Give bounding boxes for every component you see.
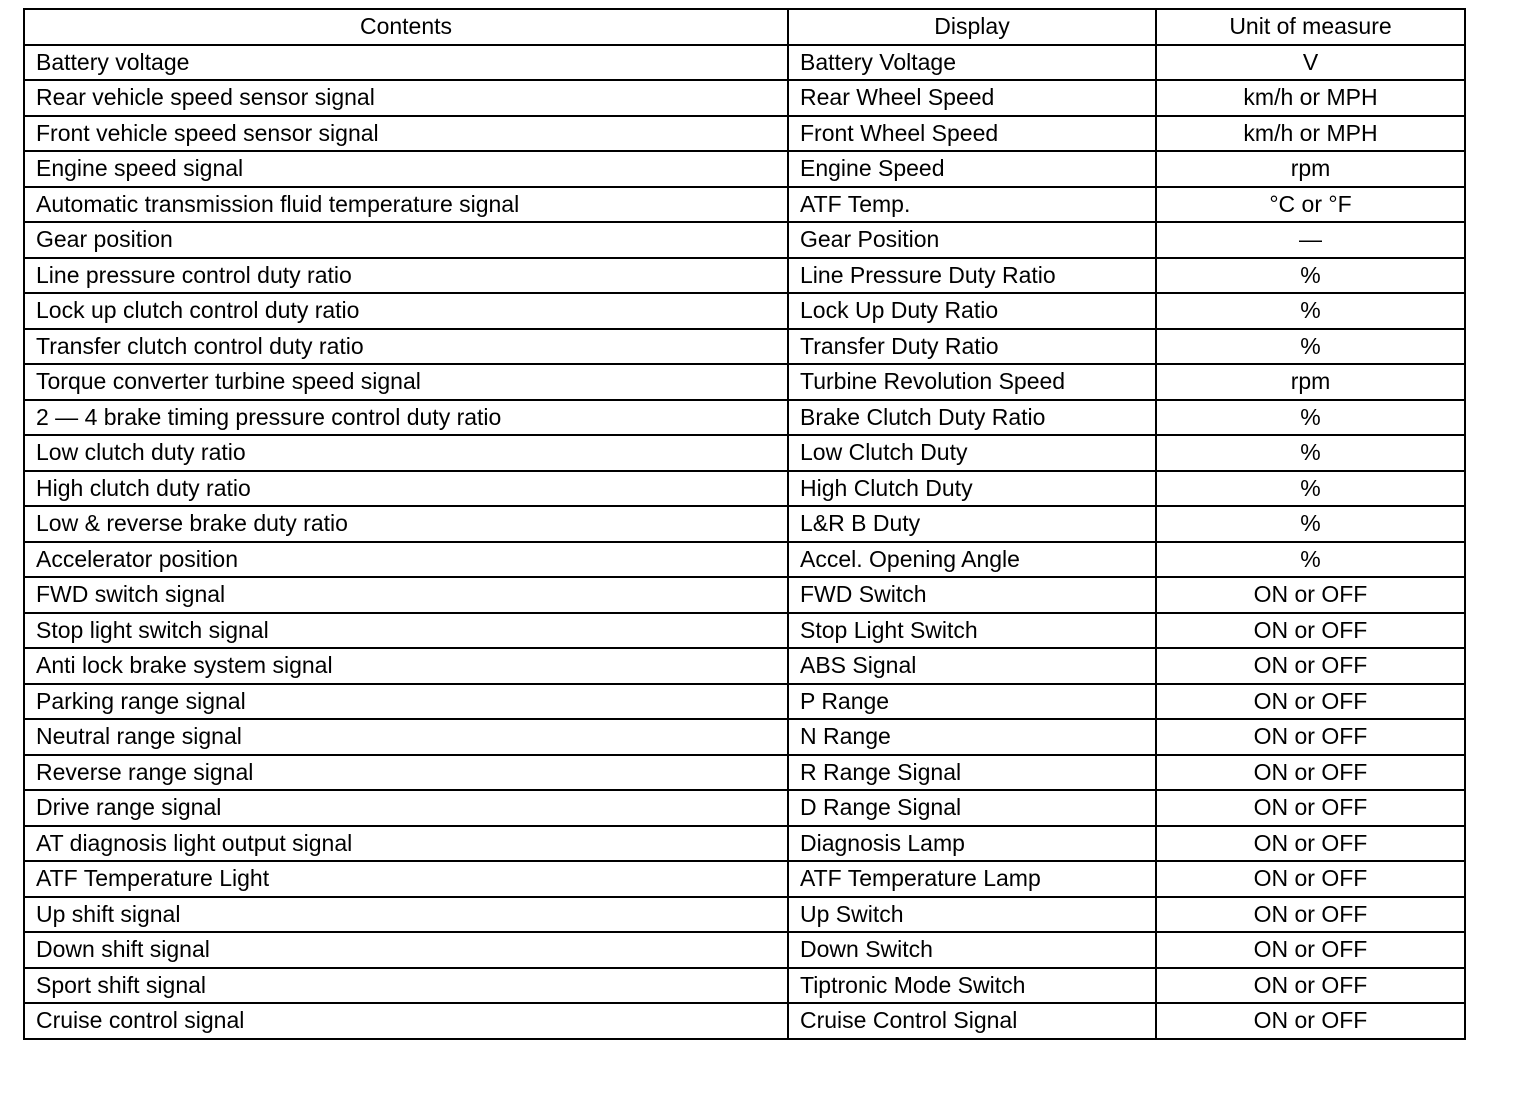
cell-unit: ON or OFF bbox=[1156, 719, 1465, 755]
table-row bbox=[24, 897, 1465, 933]
cell-unit: % bbox=[1156, 400, 1465, 436]
cell-display: R Range Signal bbox=[788, 755, 1156, 791]
cell-display: Cruise Control Signal bbox=[788, 1003, 1156, 1039]
cell-display: ATF Temp. bbox=[788, 187, 1156, 223]
cell-contents: Drive range signal bbox=[24, 790, 788, 826]
header-unit: Unit of measure bbox=[1156, 9, 1465, 45]
cell-unit: ON or OFF bbox=[1156, 613, 1465, 649]
cell-contents: Gear position bbox=[24, 222, 788, 258]
cell-display: Engine Speed bbox=[788, 151, 1156, 187]
cell-contents: ATF Temperature Light bbox=[24, 861, 788, 897]
cell-contents: High clutch duty ratio bbox=[24, 471, 788, 507]
table-row bbox=[24, 790, 1465, 826]
header-display: Display bbox=[788, 9, 1156, 45]
table-row bbox=[24, 861, 1465, 897]
cell-contents: Automatic transmission fluid temperature signal bbox=[24, 187, 788, 223]
cell-display: Gear Position bbox=[788, 222, 1156, 258]
table-header bbox=[24, 9, 1465, 45]
table-row bbox=[24, 684, 1465, 720]
cell-contents: Accelerator position bbox=[24, 542, 788, 578]
table-body bbox=[24, 45, 1465, 1039]
cell-contents: Transfer clutch control duty ratio bbox=[24, 329, 788, 365]
cell-contents: Neutral range signal bbox=[24, 719, 788, 755]
cell-contents: Low & reverse brake duty ratio bbox=[24, 506, 788, 542]
cell-contents: FWD switch signal bbox=[24, 577, 788, 613]
cell-unit: ON or OFF bbox=[1156, 577, 1465, 613]
cell-unit: ON or OFF bbox=[1156, 790, 1465, 826]
table-row bbox=[24, 506, 1465, 542]
cell-unit: % bbox=[1156, 329, 1465, 365]
table-row bbox=[24, 648, 1465, 684]
cell-display: Down Switch bbox=[788, 932, 1156, 968]
cell-display: Diagnosis Lamp bbox=[788, 826, 1156, 862]
cell-display: N Range bbox=[788, 719, 1156, 755]
table-row bbox=[24, 258, 1465, 294]
table-row bbox=[24, 1003, 1465, 1039]
cell-contents: Up shift signal bbox=[24, 897, 788, 933]
cell-display: High Clutch Duty bbox=[788, 471, 1156, 507]
table-row bbox=[24, 329, 1465, 365]
cell-display: Turbine Revolution Speed bbox=[788, 364, 1156, 400]
table-row bbox=[24, 755, 1465, 791]
cell-display: Lock Up Duty Ratio bbox=[788, 293, 1156, 329]
table-row bbox=[24, 222, 1465, 258]
cell-display: ABS Signal bbox=[788, 648, 1156, 684]
cell-unit: ON or OFF bbox=[1156, 755, 1465, 791]
cell-display: L&R B Duty bbox=[788, 506, 1156, 542]
cell-contents: Battery voltage bbox=[24, 45, 788, 81]
cell-contents: Rear vehicle speed sensor signal bbox=[24, 80, 788, 116]
cell-display: Battery Voltage bbox=[788, 45, 1156, 81]
cell-display: D Range Signal bbox=[788, 790, 1156, 826]
cell-display: Accel. Opening Angle bbox=[788, 542, 1156, 578]
cell-contents: Torque converter turbine speed signal bbox=[24, 364, 788, 400]
table-row bbox=[24, 613, 1465, 649]
cell-unit: % bbox=[1156, 471, 1465, 507]
table-row bbox=[24, 293, 1465, 329]
table-row bbox=[24, 80, 1465, 116]
table-row bbox=[24, 364, 1465, 400]
table-row bbox=[24, 116, 1465, 152]
cell-unit: V bbox=[1156, 45, 1465, 81]
cell-unit: % bbox=[1156, 293, 1465, 329]
cell-contents: Engine speed signal bbox=[24, 151, 788, 187]
table-row bbox=[24, 968, 1465, 1004]
cell-unit: rpm bbox=[1156, 151, 1465, 187]
table-row bbox=[24, 435, 1465, 471]
cell-display: Front Wheel Speed bbox=[788, 116, 1156, 152]
cell-unit: km/h or MPH bbox=[1156, 116, 1465, 152]
cell-display: Line Pressure Duty Ratio bbox=[788, 258, 1156, 294]
cell-contents: Low clutch duty ratio bbox=[24, 435, 788, 471]
table-row bbox=[24, 932, 1465, 968]
cell-unit: % bbox=[1156, 506, 1465, 542]
table-row bbox=[24, 542, 1465, 578]
cell-contents: 2 — 4 brake timing pressure control duty ratio bbox=[24, 400, 788, 436]
cell-display: Stop Light Switch bbox=[788, 613, 1156, 649]
cell-unit: % bbox=[1156, 435, 1465, 471]
cell-unit: % bbox=[1156, 258, 1465, 294]
table-row bbox=[24, 471, 1465, 507]
cell-unit: ON or OFF bbox=[1156, 648, 1465, 684]
cell-contents: Stop light switch signal bbox=[24, 613, 788, 649]
cell-unit: ON or OFF bbox=[1156, 861, 1465, 897]
header-row bbox=[24, 9, 1465, 45]
cell-contents: AT diagnosis light output signal bbox=[24, 826, 788, 862]
cell-contents: Lock up clutch control duty ratio bbox=[24, 293, 788, 329]
cell-contents: Down shift signal bbox=[24, 932, 788, 968]
cell-display: Transfer Duty Ratio bbox=[788, 329, 1156, 365]
cell-display: FWD Switch bbox=[788, 577, 1156, 613]
data-table bbox=[23, 8, 1466, 1040]
cell-contents: Reverse range signal bbox=[24, 755, 788, 791]
cell-display: ATF Temperature Lamp bbox=[788, 861, 1156, 897]
cell-display: Tiptronic Mode Switch bbox=[788, 968, 1156, 1004]
cell-unit: % bbox=[1156, 542, 1465, 578]
cell-contents: Sport shift signal bbox=[24, 968, 788, 1004]
table-row bbox=[24, 577, 1465, 613]
table-row bbox=[24, 826, 1465, 862]
cell-unit: ON or OFF bbox=[1156, 1003, 1465, 1039]
cell-unit: °C or °F bbox=[1156, 187, 1465, 223]
cell-unit: — bbox=[1156, 222, 1465, 258]
cell-contents: Front vehicle speed sensor signal bbox=[24, 116, 788, 152]
table-row bbox=[24, 187, 1465, 223]
cell-unit: ON or OFF bbox=[1156, 968, 1465, 1004]
cell-unit: ON or OFF bbox=[1156, 684, 1465, 720]
table-row bbox=[24, 45, 1465, 81]
cell-unit: rpm bbox=[1156, 364, 1465, 400]
cell-display: Up Switch bbox=[788, 897, 1156, 933]
cell-unit: km/h or MPH bbox=[1156, 80, 1465, 116]
header-contents: Contents bbox=[24, 9, 788, 45]
cell-unit: ON or OFF bbox=[1156, 932, 1465, 968]
cell-display: Brake Clutch Duty Ratio bbox=[788, 400, 1156, 436]
cell-unit: ON or OFF bbox=[1156, 897, 1465, 933]
cell-contents: Parking range signal bbox=[24, 684, 788, 720]
cell-contents: Line pressure control duty ratio bbox=[24, 258, 788, 294]
cell-display: P Range bbox=[788, 684, 1156, 720]
cell-display: Rear Wheel Speed bbox=[788, 80, 1156, 116]
table-row bbox=[24, 400, 1465, 436]
table-row bbox=[24, 719, 1465, 755]
cell-contents: Cruise control signal bbox=[24, 1003, 788, 1039]
cell-display: Low Clutch Duty bbox=[788, 435, 1156, 471]
cell-unit: ON or OFF bbox=[1156, 826, 1465, 862]
table-row bbox=[24, 151, 1465, 187]
cell-contents: Anti lock brake system signal bbox=[24, 648, 788, 684]
